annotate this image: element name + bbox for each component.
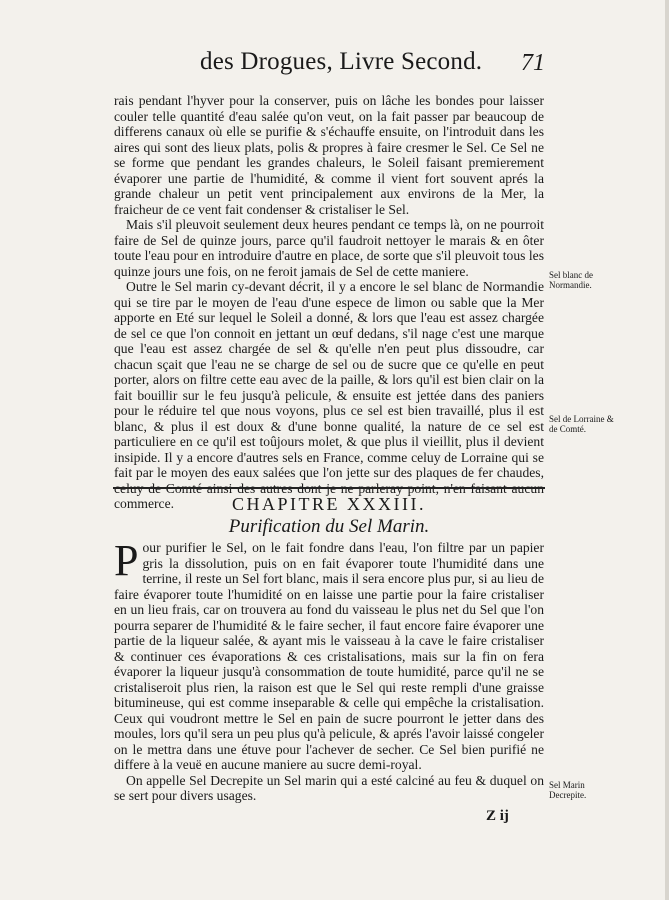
paragraph-3: Outre le Sel marin cy-devant décrit, il y a encore le sel blanc de Normandie qui se tire par le moyen de l'eau d'une espece de limon ou sable que la Mer apporte en Eté sur lequel le Soleil a donné, & lors que l'eau est assez chargée de sel ce que l'on connoit en jettant un œuf dedans, s'il nage c'est une marque que l'eau est assez chargée de sel & qu'elle n'en peut plus dissoudre, car chacun sçait que l'eau ne se charge de sel ou de sucre que ce qu'elle en peut porter, alors on filtre cette eau avec de la paille, & lors qu'il est bien clair on la fait bouillir sur le feu jusqu'à pelicule, & ensuite est jettée dans des paniers pour le réduire tel que nous voyons, plus ce sel est bien travaillé, plus il est blanc, & plus il est doux & d'une bonne qualité, la nature de ce sel est particuliere en ce qu'il est toûjours molet, & que plus il vieillit, plus il devient insipide. Il y a encore d'autres sels en France, comme celuy de Lorraine qui se fait par le moyen des eaux salées que l'on jette sur des plaques de fer chaudes, commerce. (114, 279, 544, 511)
text-block-upper (114, 93, 544, 512)
paragraph-1: rais pendant l'hyver pour la conserver, puis on lâche les bondes pour laisser couler telle quantité d'eau salée qu'on veut, on la fait passer par beaucoup de differens canaux où elle se purifie & s'échauffe ensuite, on l'introduit dans les aires qui sont des lieux plats, polis & propres à faire cresmer le Sel. Ce Sel ne se forme que pendant les grandes chaleurs, le Soleil faisant premierement évaporer une partie de l'humidité, & comme il vient fort souvent aprés la grande chaleur un petit vent principalement aux environs de la Mer, la fraicheur de ce vent fait condenser & cristaliser le Sel. (114, 93, 544, 217)
page-number: 71 (521, 50, 545, 76)
margin-note-decrepite: Sel Marin Decrepite. (549, 780, 587, 800)
page-edge-shadow (665, 0, 669, 900)
paragraph-2: Mais s'il pleuvoit seulement deux heures pendant ce temps là, on ne pourroit faire de Sel de quinze jours, parce qu'il faudroit nettoyer le marais & en ôter toute l'eau pour en introduire d'autre en place, de sorte que s'il pleuvoit tous les quinze jours une fois, on ne feroit jamais de Sel de cette maniere. (114, 217, 544, 279)
section-rule (113, 487, 545, 489)
running-head: des Drogues, Livre Second. (200, 48, 483, 75)
margin-note-normandie: Sel blanc de Normandie. (549, 270, 593, 290)
page-header (100, 48, 545, 88)
paragraph-5: On appelle Sel Decrepite un Sel marin qui a esté calciné au feu & duquel on se sert pour divers usages. (114, 772, 544, 803)
section-title: Purification du Sel Marin. (228, 516, 430, 537)
text-block-lower (114, 536, 544, 804)
drop-cap: P (114, 536, 139, 585)
chapter-heading: CHAPITRE XXXIII. (232, 494, 426, 514)
paragraph-4: our purifier le Sel, on le fait fondre dans l'eau, l'on filtre par un papier gris la dissolution, puis on en fait évaporer toute l'humidité dans une terrine, il reste un Sel fort blanc, mais il sera encore plus pur, si au lieu de faire évaporer toute l'humidité on en laisse une partie pour la faire cristaliser en un lieu frais, car on trouvera au fond du vaisseau le plus net du Sel que l'on pourra separer de l'humidité & le faire secher, il faut encore faire évaporer une partie de la liqueur salée, & ayant mis le vaisseau à la cave le faire cristaliser & continuer ces évaporations & ces cristalisations, mais sur la fin on fera évaporer la liqueur jusqu'à consommation de toute humidité, parce qu'il ne se cristaliseroit plus rien, la raison est que le Sel qui reste rempli d'une graisse bitumineuse, qui est comme inseparable & celle qui empêche la cristalisation. Ceux qui voudront mettre le Sel en pain de sucre pourront le jetter dans des moules, lors qu'il sera un peu plus qu'à pelicule, & aprés l'avoir laissé congeler on le mettra dans une étuve pour l'achever de secher. Ce Sel bien purifié ne differe à la veuë en aucune maniere au sucre demi-royal. (114, 540, 544, 772)
signature-mark: Z ij (486, 808, 509, 824)
margin-note-lorraine: Sel de Lorraine & de Comté. (549, 414, 614, 434)
